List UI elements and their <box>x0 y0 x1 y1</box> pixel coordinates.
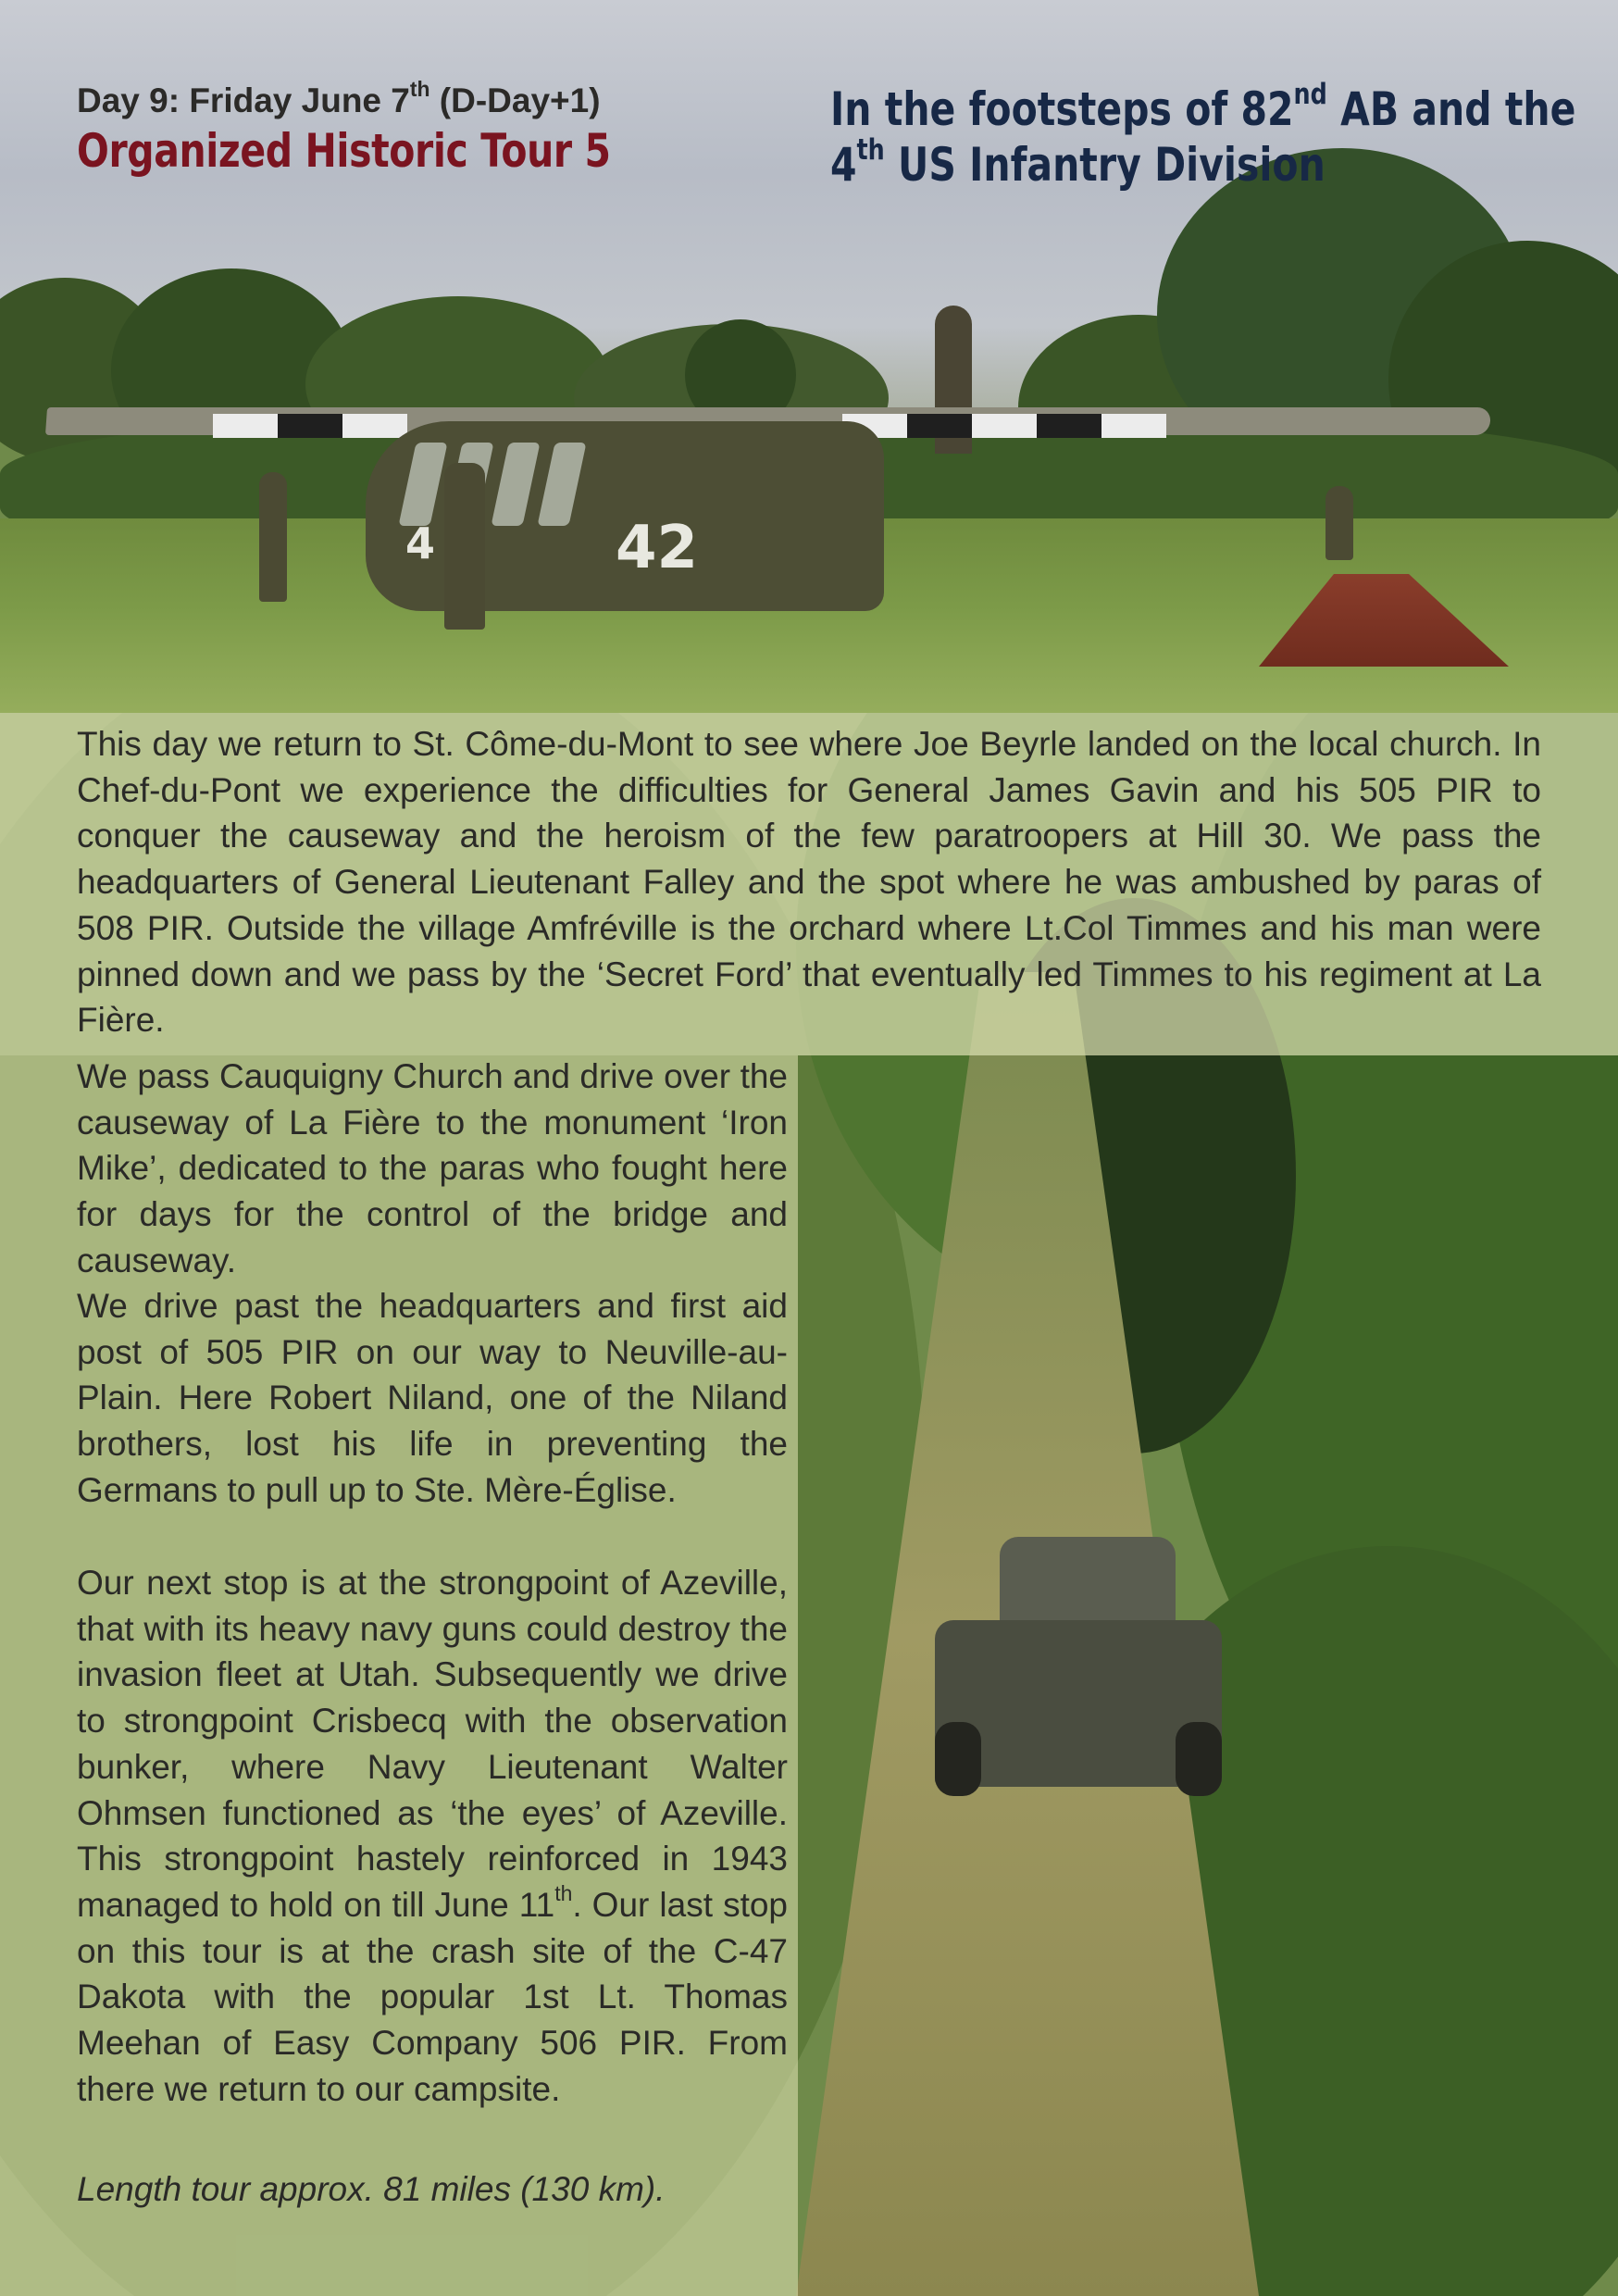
cauquigny-paragraph: We pass Cauquigny Church and drive over the causeway of La Fière to the monument ‘Iron Mike’, dedicated to the paras who fought here for days for the control of the bridge and causeway. <box>77 1057 788 1279</box>
invasion-stripe <box>213 414 278 438</box>
intro-paragraph: This day we return to St. Côme-du-Mont to see where Joe Beyrle landed on the local church. In Chef-du-Pont we experience the difficulties for General James Gavin and his 505 PIR to conquer the causeway and the heroism of the few paratroopers at Hill 30. We pass the headquarters of General Lieutenant Falley and the spot where he was ambushed by paras of 508 PIR. Outside the village Amfréville is the orchard where Lt.Col Timmes and his man were pinned down and we pass by the ‘Secret Ford’ that eventually led Timmes to his regiment at La Fière. <box>77 725 1541 1040</box>
neuville-paragraph: We drive past the headquarters and first aid post of 505 PIR on our way to Neuville-au-Plain. Here Robert Niland, one of the Niland brothers, lost his life in preventing the Germans to pull up to Ste. Mère-Église. <box>77 1287 788 1509</box>
soldier-figure <box>1326 486 1353 560</box>
glider-nose-number: 4 <box>405 518 436 568</box>
invasion-stripe <box>1101 414 1166 438</box>
glider-number: 42 <box>616 514 699 582</box>
armoured-car-turret <box>1000 1537 1176 1629</box>
tour-tagline: In the footsteps of 82nd AB and the 4th US Infantry Division <box>830 77 1576 192</box>
armoured-car-wheel <box>1176 1722 1222 1796</box>
invasion-stripe <box>972 414 1037 438</box>
invasion-stripe <box>1037 414 1101 438</box>
invasion-stripe <box>342 414 407 438</box>
day-heading: Day 9: Friday June 7th (D-Day+1) <box>77 76 601 119</box>
tour-length: Length tour approx. 81 miles (130 km). <box>77 2170 666 2208</box>
soldier-figure <box>444 463 485 630</box>
armoured-car-wheel <box>935 1722 981 1796</box>
tour-title: Organized Historic Tour 5 <box>77 124 611 178</box>
invasion-stripe <box>278 414 342 438</box>
azeville-paragraph: Our next stop is at the strongpoint of Azeville, that with its heavy navy guns could destroy the invasion fleet at Utah. Subsequently we drive to strongpoint Crisbecq with the observation bunker, where Navy Lieutenant Walter Ohmsen functioned as ‘the eyes’ of Azeville. This strongpoint hastely reinforced in 1943 managed to hold on till June 11th. Our last stop on this tour is at the crash site of the C-47 Dakota with the popular 1st Lt. Thomas Meehan of Easy Company 506 PIR. From there we return to our campsite. <box>77 1564 788 2108</box>
invasion-stripe <box>907 414 972 438</box>
soldier-figure <box>259 472 287 602</box>
